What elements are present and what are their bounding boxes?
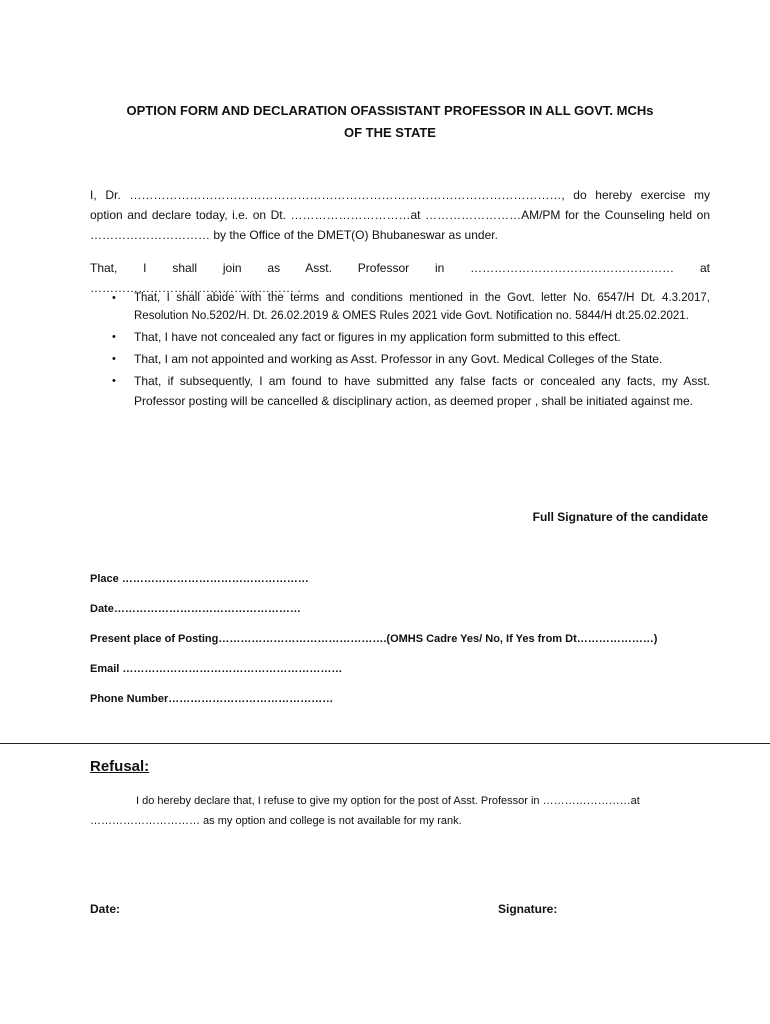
- title-line-1: OPTION FORM AND DECLARATION OFASSISTANT PROFESSOR IN ALL GOVT. MCHs: [126, 103, 654, 118]
- bullet-icon: •: [112, 353, 116, 365]
- phone-field: Phone Number………………………………………: [90, 693, 334, 705]
- refusal-date-label: Date:: [90, 902, 121, 916]
- declaration-text: That, I shall abide with the terms and conditions mentioned in the Govt. letter No. 6547/H Dt. 4.3.2017, Resolution No.5202/H. Dt. 26.02.2019 & OMES Rules 2021 vide Govt. Notification no. 5844/H dt.25.02.2021.: [134, 292, 710, 322]
- posting-field: Present place of Posting……………………………………….(OMHS Cadre Yes/ No, If Yes from Dt…………………): [90, 633, 658, 645]
- bullet-icon: •: [112, 331, 116, 343]
- declaration-text: That, I am not appointed and working as Asst. Professor in any Govt. Medical Colleges of the State.: [134, 352, 663, 366]
- bullet-icon: •: [112, 375, 116, 387]
- declaration-item: [112, 371, 710, 411]
- place-field: Place ……………………………………………: [90, 573, 309, 585]
- form-title: [90, 100, 690, 144]
- declaration-text: That, I have not concealed any fact or figures in my application form submitted to this effect.: [134, 330, 621, 344]
- declaration-item: [112, 349, 710, 369]
- declaration-list: [112, 289, 710, 413]
- refusal-paragraph: I do hereby declare that, I refuse to give my option for the post of Asst. Professor in ……………………at ………………………… as my option and college is not available for my rank.: [90, 795, 640, 827]
- title-line-2: OF THE STATE: [344, 125, 436, 140]
- date-field: Date……………………………………………: [90, 603, 301, 615]
- intro-paragraph: I, Dr. ………………………………………………………………………………………………, do hereby exercise my option and declare today, i.e. on Dt. …………………………at ……………………AM/PM for the Counseling held on ………………………… by the Office of the DMET(O) Bhubaneswar as under.: [90, 188, 710, 242]
- declaration-item: [112, 327, 710, 347]
- section-divider: [0, 743, 770, 744]
- declaration-item: [112, 289, 710, 325]
- refusal-heading: Refusal:: [90, 758, 150, 775]
- full-signature-label: Full Signature of the candidate: [532, 510, 708, 524]
- declaration-text: That, if subsequently, I am found to have submitted any false facts or concealed any facts, my Asst. Professor posting will be cancelled & disciplinary action, as deemed proper , shall be initiated against me.: [134, 374, 710, 408]
- email-field: Email ……………………………………………………: [90, 663, 343, 675]
- join-line: That, I shall join as Asst. Professor in …………………………………………… at …………………………………………… .: [90, 261, 710, 295]
- refusal-signature-label: Signature:: [498, 902, 558, 916]
- bullet-icon: •: [112, 292, 116, 304]
